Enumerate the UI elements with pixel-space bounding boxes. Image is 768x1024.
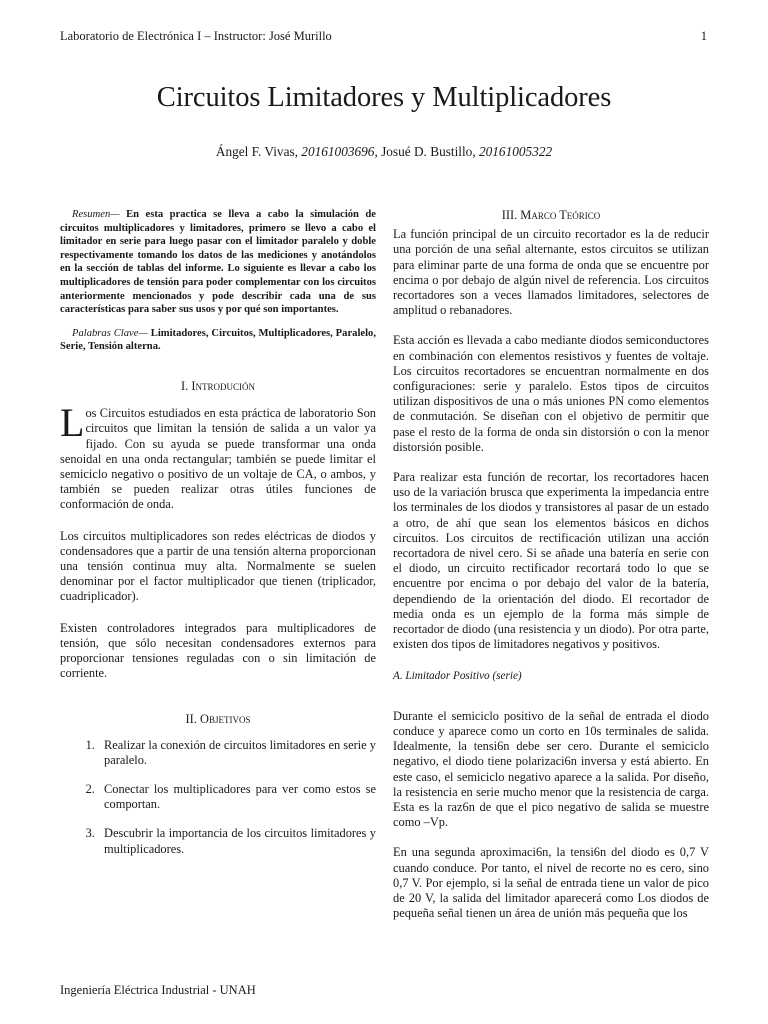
section-number: I. bbox=[181, 378, 192, 393]
right-column bbox=[393, 208, 709, 921]
list-item: 3. Descubrir la importancia de los circuitos limitadores y multiplicadores. bbox=[98, 826, 376, 856]
author-2-id: 20161005322 bbox=[478, 144, 553, 159]
section-title: Objetivos bbox=[200, 712, 251, 727]
left-column bbox=[60, 208, 376, 871]
marco-paragraph-3: Para realizar esta función de recortar, los recortadores hacen uso de la variación brusca que experimenta la impedancia entre los terminales de los diodos y transistores al pasar de un estado a otro, de ahí que sean los elementos básicos en dichos circuitos. Los circuitos de rectificación utilizan una acción recortadora de nivel cero. Si se añade una batería en serie con el diodo, un circuito rectificador recortará todo lo que se encuentre por encima o por debajo del valor de la batería, dependiendo de la orientación del diodo. El recortador de media onda es un ejemplo de la forma más simple de recortador de diodo (una resistencia y un diodo). Por otra parte, existen dos tipos de limitadores negativos y positivos. bbox=[393, 470, 709, 652]
intro-paragraph-2: Los circuitos multiplicadores son redes eléctricas de diodos y condensadores que a partir de una tensión alterna proporcionan una tensión continua muy alta. Normalmente se suelen denominar por el factor multiplicador que tienen (triplicador, cuadriplicador). bbox=[60, 528, 376, 604]
intro-text-1: os Circuitos estudiados en esta práctica de laboratorio Son circuitos que limitan la tensión de salida a un valor ya fijado. Con su ayuda se puede transformar una onda senoidal en una onda rectangular; también se puede limitar el semiciclo negativo o positivo de un voltaje de CA, o ambos, y también se pueden realizar otras útiles funciones de conformación de onda. bbox=[60, 406, 376, 512]
list-item: 1. Realizar la conexión de circuitos limitadores en serie y paralelo. bbox=[98, 738, 376, 768]
keywords bbox=[60, 327, 376, 354]
marco-paragraph-4: Durante el semiciclo positivo de la señal de entrada el diodo conduce y aparece como un corto en 10s terminales de salida. Idealmente, la tensi6n debe ser cero. Durante el semiciclo negativo, el diodo tiene polarizaci6n inversa y está abierto. En este caso, el semiciclo negativo aparece a la salida. Por diseño, la resistencia en serie mucho menor que la resistencia de carga. Esta es la raz6n de que el pico negativo de salida se muestre como –Vp. bbox=[393, 708, 709, 830]
section-number: III. bbox=[501, 208, 521, 222]
section-heading-marco-teorico bbox=[393, 208, 709, 223]
abstract bbox=[60, 208, 376, 317]
abstract-label: Resumen— bbox=[72, 209, 120, 220]
marco-paragraph-5: En una segunda aproximaci6n, la tensi6n del diodo es 0,7 V cuando conduce. Por tanto, el nivel de recorte no es cero, sino 0,7 V. Por ejemplo, si la señal de entrada tiene un valor de pico de 20 V, la salida del limitador aparecerá como Los diodos de pequeña señal tienen un área de unión más pequeña que los bbox=[393, 845, 709, 921]
author-2: , Josué D. Bustillo, bbox=[374, 144, 479, 159]
paper-title: Circuitos Limitadores y Multiplicadores bbox=[156, 82, 612, 113]
keywords-label: Palabras Clave— bbox=[72, 327, 148, 339]
author-1: Ángel F. Vivas, bbox=[215, 144, 302, 159]
author-1-id: 20161003696 bbox=[301, 144, 375, 159]
objectives-list bbox=[60, 738, 376, 857]
page-footer: Ingeniería Eléctrica Industrial - UNAH bbox=[60, 983, 256, 997]
drop-cap: L bbox=[60, 400, 85, 446]
section-title: Introdución bbox=[191, 378, 255, 393]
intro-paragraph-3: Existen controladores integrados para multiplicadores de tensión, que sólo necesitan condensadores externos para proporcionar tensiones reguladas con o sin limitación de corriente. bbox=[60, 620, 376, 681]
section-number: II. bbox=[185, 712, 200, 727]
section-heading-objectives bbox=[60, 712, 376, 727]
page-header bbox=[60, 29, 707, 44]
section-title: Marco Teórico bbox=[520, 208, 601, 222]
section-heading-introduction bbox=[60, 379, 376, 394]
marco-paragraph-2: Esta acción es llevada a cabo mediante diodos semiconductores en combinación con elementos resistivos y fuentes de voltaje. Los circuitos recortadores se encuentran normalmente en dos configuraciones: serie y paralelo. Estos tipos de circuitos utilizan dispositivos de una o más uniones PN como elementos de conmutación. Se diseñan con el objetivo de permitir que pase el resto de la forma de onda sin distorsión o con la menor distorsión posible. bbox=[393, 333, 709, 454]
keywords-text: Limitadores, Circuitos, Multiplicadores, Paralelo, Serie, Tensión alterna. bbox=[60, 327, 376, 353]
page-number: 1 bbox=[700, 29, 707, 43]
authors-line bbox=[0, 144, 768, 160]
list-item: 2. Conectar los multiplicadores para ver como estos se comportan. bbox=[98, 782, 376, 812]
intro-paragraph-1 bbox=[60, 400, 376, 512]
marco-paragraph-1: La función principal de un circuito recortador es la de reducir una porción de una señal alternante, estos circuitos se utilizan para eliminar parte de una forma de onda que se encuentre por encima o por debajo de algún nivel de referencia. Los circuitos recortadores son a veces llamados limitadores, selectores de amplitud o rebanadores. bbox=[393, 227, 709, 318]
running-title: Laboratorio de Electrónica I – Instructor: José Murillo bbox=[60, 29, 332, 43]
subsection-heading: A. Limitador Positivo (serie) bbox=[393, 670, 522, 683]
abstract-text: En esta practica se lleva a cabo la simulación de circuitos multiplicadores y limitadores, primero se llevo a cabo el limitador en serie para luego pasar con el limitador paralelo y doble respectivamente tomando los datos de las mediciones y anotándolos en la sección de tablas del informe. Lo siguiente es llevar a cabo los multiplicadores de tensión para poder complementar con los circuitos anteriormente mencionados y pode describir cada una de sus características para saber sus usos y por qué son importantes. bbox=[60, 209, 376, 316]
